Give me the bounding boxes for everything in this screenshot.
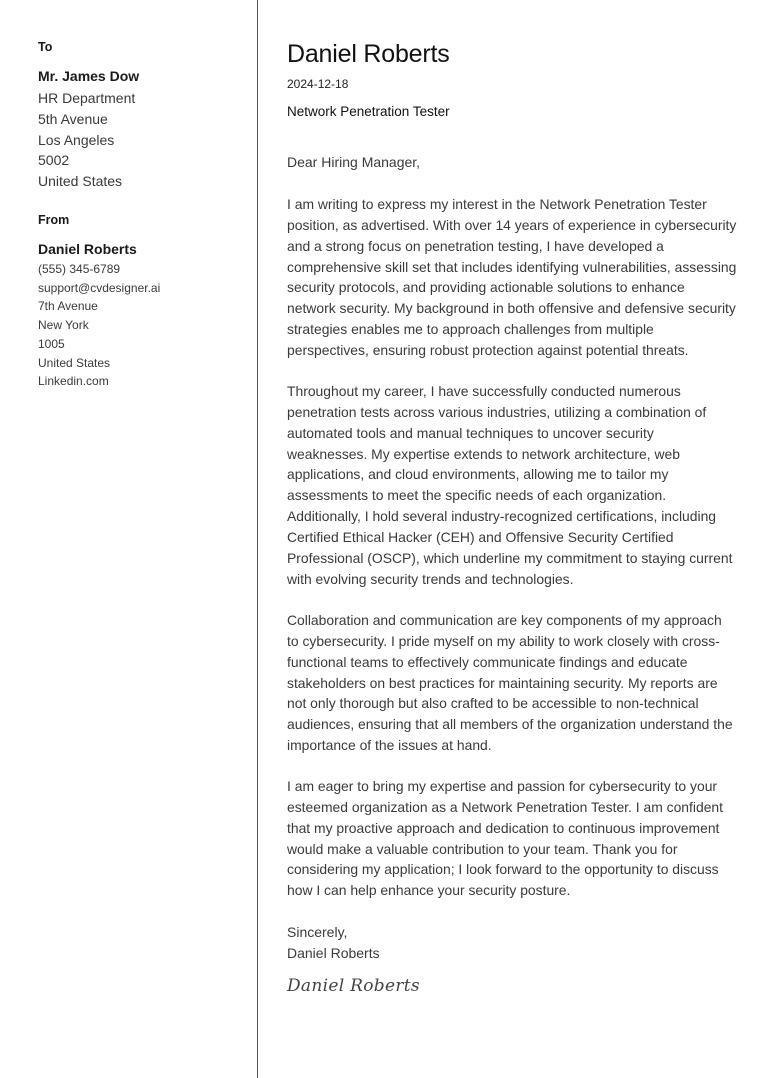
recipient-name: Mr. James Dow <box>38 68 140 84</box>
sender-name: Daniel Roberts <box>38 241 137 257</box>
closing-name: Daniel Roberts <box>287 945 380 961</box>
sender-contact <box>38 260 160 391</box>
column-divider <box>257 0 258 1078</box>
paragraph-collaboration: Collaboration and communication are key components of my approach to cybersecurity. I pride myself on my ability to work closely with cross-functional teams to effectively communicate findings and educate stakeholders on best practices for maintaining security. My reports are not only thorough but also crafted to be accessible to non-technical audiences, ensuring that all members of the organization understand the importance of the issues at hand. <box>287 612 733 754</box>
sender-city: New York <box>38 318 89 333</box>
recipient-city: Los Angeles <box>38 131 115 148</box>
sender-street: 7th Avenue <box>38 299 98 314</box>
recipient-postal-code: 5002 <box>38 152 70 169</box>
letter-date: 2024-12-18 <box>287 77 349 91</box>
applicant-name: Daniel Roberts <box>287 40 450 68</box>
sender-linkedin: Linkedin.com <box>38 374 109 389</box>
job-title: Network Penetration Tester <box>287 104 450 119</box>
paragraph-intro: I am writing to express my interest in the Network Penetration Tester position, as advertised. With over 14 years of experience in cybersecurity and a strong focus on penetration testing, I have developed a comprehensive skill set that includes identifying vulnerabilities, assessing security protocols, and providing actionable solutions to enhance network security. My background in both offensive and defensive security strategies enables me to approach challenges from multiple perspectives, ensuring robust protection against potential threats. <box>287 196 737 358</box>
signature: Daniel Roberts <box>287 976 420 996</box>
sender-phone: (555) 345-6789 <box>38 262 121 276</box>
salutation: Dear Hiring Manager, <box>287 154 421 170</box>
recipient-label: To <box>38 40 53 54</box>
recipient-street: 5th Avenue <box>38 110 108 127</box>
recipient-address <box>38 88 135 192</box>
sender-country: United States <box>38 355 111 370</box>
paragraph-closing: I am eager to bring my expertise and passion for cybersecurity to your esteemed organization as a Network Penetration Tester. I am confident that my proactive approach and dedication to continuous improvement would make a valuable contribution to your team. Thank you for considering my application; I look forward to the opportunity to discuss how I can help enhance your security posture. <box>287 778 724 899</box>
sender-label: From <box>38 213 70 227</box>
sender-email: support@cvdesigner.ai <box>38 280 161 295</box>
sender-postal-code: 1005 <box>38 336 65 351</box>
recipient-country: United States <box>38 173 123 190</box>
paragraph-experience: Throughout my career, I have successfully conducted numerous penetration tests across various industries, utilizing a combination of automated tools and manual techniques to uncover security weaknesses. My expertise extends to network architecture, web applications, and cloud environments, allowing me to tailor my assessments to meet the specific needs of each organization. Additionally, I hold several industry-recognized certifications, including Certified Ethical Hacker (CEH) and Offensive Security Certified Professional (OSCP), which underline my commitment to staying current with evolving security trends and technologies. <box>287 383 733 587</box>
closing-phrase: Sincerely, <box>287 924 348 940</box>
recipient-department: HR Department <box>38 90 136 106</box>
